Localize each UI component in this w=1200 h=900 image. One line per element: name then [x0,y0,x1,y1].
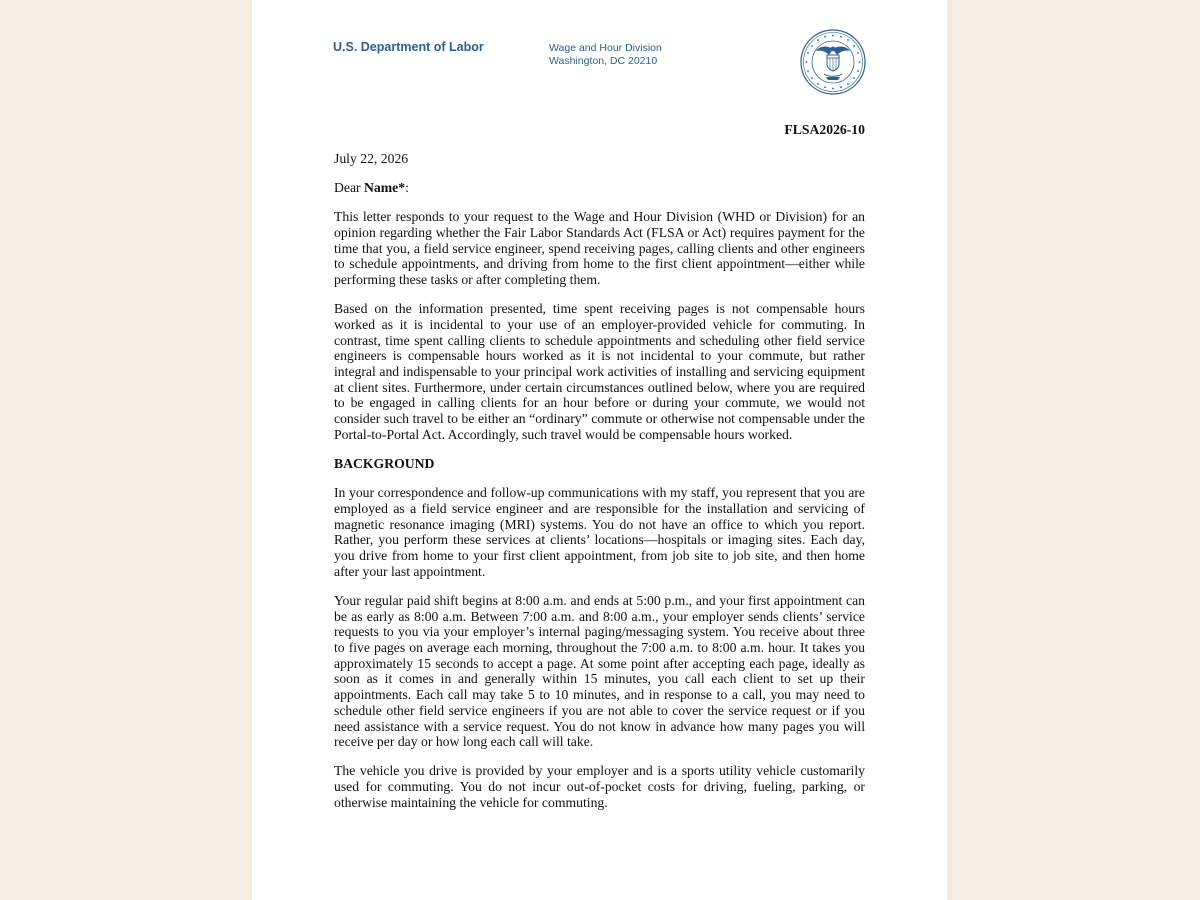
division-name: Wage and Hour Division [549,42,662,54]
division-city: Washington, DC 20210 [549,54,658,67]
division-address [549,42,699,67]
letter-date: July 22, 2026 [334,150,409,166]
salutation [334,180,865,196]
agency-name: U.S. Department of Labor [333,40,484,54]
paragraph-background-1: In your correspondence and follow-up communications with my staff, you represent that you are employed as a field service engineer and are responsible for the installation and servicing of magnetic resonance imaging (MRI) systems. You do not have an office to which you report. Rather, you perform these services at clients’ locations—hospitals or imaging sites. Each day, you drive from home to your first client appointment, from job site to job site, and then home after your last appointment. [334,485,865,579]
paragraph-intro: This letter responds to your request to the Wage and Hour Division (WHD or Division) for an opinion regarding whether the Fair Labor Standards Act (FLSA or Act) requires payment for the time that you, a field service engineer, spend receiving pages, calling clients and other engineers to schedule appointments, and driving from home to the first client appointment—either while performing these tasks or after completing them. [334,209,865,287]
salutation-suffix: : [405,179,409,195]
salutation-name: Name* [364,179,406,195]
paragraph-summary: Based on the information presented, time spent receiving pages is not compensable hours worked as it is incidental to your use of an employer-provided vehicle for commuting. In contrast, time spent calling clients to schedule appointments and scheduling other field service engineers is compensable hours worked as it is not incidental to your commute, but rather integral and indispensable to your principal work activities of installing and servicing equipment at client sites. Furthermore, under certain circumstances outlined below, where you are required to be engaged in calling clients for an hour before or during your commute, we would not consider such travel to be either an “ordinary” commute or otherwise not compensable under the Portal-to-Portal Act. Accordingly, such travel would be compensable hours worked. [334,301,865,442]
paragraph-background-3: The vehicle you drive is provided by your employer and is a sports utility vehicle customarily used for commuting. You do not incur out-of-pocket costs for driving, fueling, parking, or otherwise maintaining the vehicle for commuting. [334,763,865,810]
letter-body [334,122,865,824]
letter-page [252,0,947,900]
salutation-prefix: Dear [334,179,365,195]
dol-seal-icon [800,29,866,95]
letter-id: FLSA2026-10 [784,122,865,137]
paragraph-background-2: Your regular paid shift begins at 8:00 a.m. and ends at 5:00 p.m., and your first appointment can be as early as 8:00 a.m. Between 7:00 a.m. and 8:00 a.m., your employer sends clients’ service requests to you via your employer’s internal paging/messaging system. You receive about three to five pages on average each morning, throughout the 7:00 a.m. to 8:00 a.m. hour. It takes you approximately 15 seconds to accept a page. At some point after accepting each page, ideally as soon as it comes in and generally within 15 minutes, you call each client to set up their appointments. Each call may take 5 to 10 minutes, and in response to a call, you may need to schedule other field service engineers if you are not able to cover the service request or if you need assistance with a service request. You do not know in advance how many pages you will receive per day or how long each call will take. [334,592,865,750]
section-heading-background: BACKGROUND [334,455,435,471]
